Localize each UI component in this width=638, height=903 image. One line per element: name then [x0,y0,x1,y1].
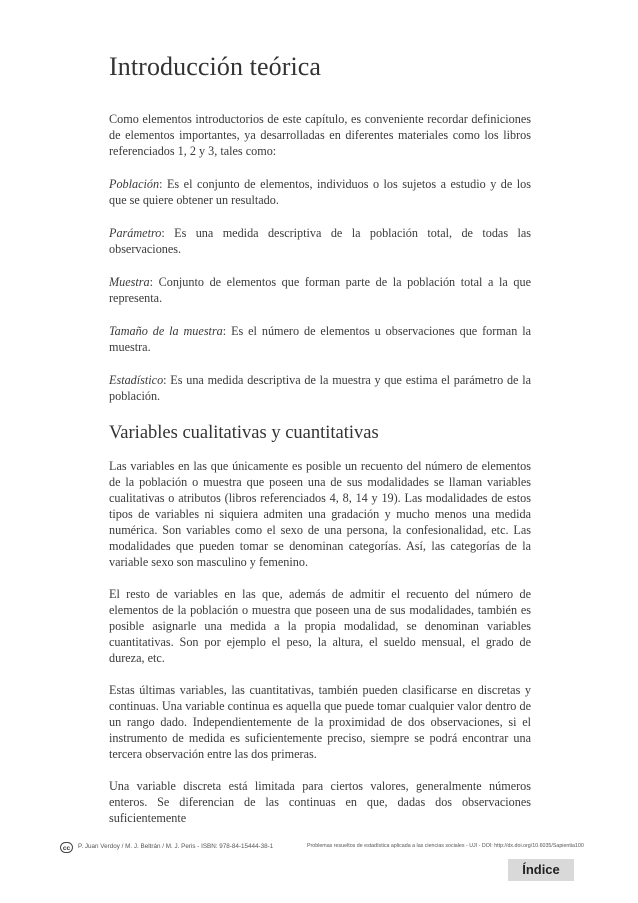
body-paragraph: Las variables en las que únicamente es posible un recuento del número de elementos de la población o muestra que poseen una de sus modalidades se llaman variables cualitativas o atributos (libros referenciados 4, 8, 14 y 19). Las modalidades de estos tipos de variables ni siquiera admiten una gradación y mucho menos una medida numérica. Son variables como el sexo de una persona, la confesionalidad, etc. Las modalidades que pueden tomar se denominan categorías. Así, las categorías de la variable sexo son masculino y femenino. [109,459,531,569]
definition-term: Muestra [109,275,150,289]
definition-muestra [109,274,531,306]
body-paragraph: El resto de variables en las que, además de admitir el recuento del número de elementos de la población o muestra que poseen una de sus modalidades, también es posible asignarle una medida a la propia modalidad, se denominan variables cuantitativas. Son por ejemplo el peso, la altura, el sueldo mensual, el grado de dureza, etc. [109,587,531,665]
creative-commons-icon[interactable]: cc [60,842,73,853]
body-paragraph: Una variable discreta está limitada para ciertos valores, generalmente números enteros. Se diferencian de las continuas en que, dadas dos observaciones suficientemente [109,779,531,825]
footer-authors: P. Juan Verdoy / M. J. Beltrán / M. J. Peris - ISBN: 978-84-15444-38-1 [78,843,274,850]
definition-term: Parámetro [109,226,162,240]
definition-text: : Es el conjunto de elementos, individuos o los sujetos a estudio y de los que se quiere obtener un resultado. [109,177,531,207]
definition-term: Población [109,177,160,191]
page-footer [60,842,584,854]
definition-term: Estadístico [109,373,164,387]
definition-estadistico [109,372,531,404]
definition-parametro [109,225,531,257]
definition-text: : Es el número de elementos u observaciones que forman la muestra. [109,324,531,354]
definition-tamano-muestra [109,323,531,355]
body-paragraph: Estas últimas variables, las cuantitativas, también pueden clasificarse en discretas y continuas. Una variable continua es aquella que puede tomar cualquier valor dentro de un rango dado. Independientemente de la proximidad de dos observaciones, si el instrumento de medida es suficientemente preciso, siempre se podrá encontrar una tercera observación entre las dos primeras. [109,683,531,761]
variables-section [109,458,531,826]
definition-text: : Conjunto de elementos que forman parte de la población total a la que representa. [109,275,531,305]
definition-term: Tamaño de la muestra [109,324,223,338]
intro-paragraph: Como elementos introductorios de este capítulo, es conveniente recordar definiciones de elementos importantes, ya desarrolladas en diferentes materiales como los libros referenciados 1, 2 y 3, tales como: [109,112,531,158]
section-title: Introducción teórica [109,52,322,81]
definition-text: : Es una medida descriptiva de la población total, de todas las observaciones. [109,226,531,256]
definition-text: : Es una medida descriptiva de la muestra y que estima el parámetro de la población. [109,373,531,403]
footer-doi[interactable]: Problemas resueltos de estadística aplicada a las ciencias sociales - UJI - DOI: http://dx.doi.org/10.6035/Sapientia100 [307,843,584,849]
subsection-title: Variables cualitativas y cuantitativas [109,423,379,443]
index-button[interactable]: Índice [508,859,574,881]
definition-poblacion [109,176,531,208]
intro-block [109,111,531,159]
definitions-list [109,176,531,404]
